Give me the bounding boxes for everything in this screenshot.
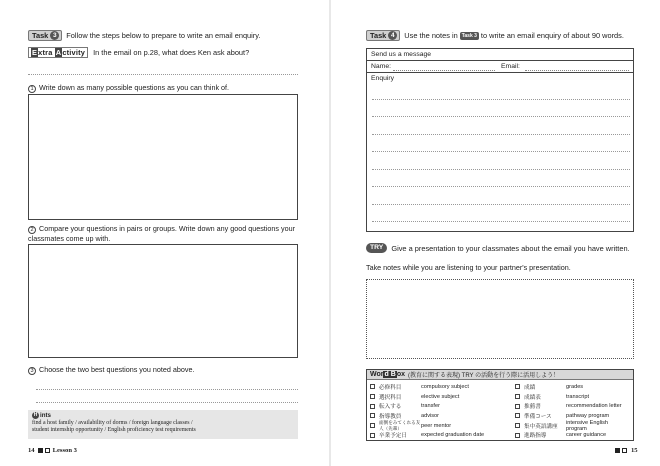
enquiry-line[interactable] bbox=[372, 134, 630, 135]
list-item: 選択科目 elective subject 成績表 transcript bbox=[370, 392, 630, 402]
step2-number: 2 bbox=[28, 226, 36, 234]
checkbox[interactable] bbox=[515, 413, 520, 418]
form-name-row bbox=[367, 61, 633, 73]
left-footer bbox=[28, 447, 77, 454]
step3-text: 3 Choose the two best questions you noted above. bbox=[28, 365, 194, 375]
step2-writing-box[interactable] bbox=[28, 244, 298, 358]
email-form bbox=[366, 48, 634, 232]
checkbox[interactable] bbox=[370, 413, 375, 418]
enquiry-line[interactable] bbox=[372, 151, 630, 152]
footer-square-icon bbox=[38, 448, 43, 453]
form-header: Send us a message bbox=[367, 49, 633, 61]
try-badge: TRY bbox=[366, 243, 387, 253]
checkbox[interactable] bbox=[515, 384, 520, 389]
task3-reference-badge: Task 3 bbox=[461, 32, 477, 39]
list-item: 卒業予定日 expected graduation date 進路指導 career guidance bbox=[370, 430, 630, 440]
list-item: 面倒をみてくれる友人（先輩） peer mentor 集中英語講座 intensive English program bbox=[370, 421, 630, 431]
enquiry-line[interactable] bbox=[372, 116, 630, 117]
enquiry-line[interactable] bbox=[372, 169, 630, 170]
enquiry-line[interactable] bbox=[372, 99, 630, 100]
checkbox[interactable] bbox=[370, 423, 375, 428]
task3-heading bbox=[28, 30, 260, 41]
list-item: 指導教員 advisor 準備コース pathway program bbox=[370, 411, 630, 421]
name-label: Name: bbox=[371, 63, 392, 70]
checkbox[interactable] bbox=[515, 404, 520, 409]
list-item: 必修科目 compulsory subject 成績 grades bbox=[370, 382, 630, 392]
extra-answer-line[interactable] bbox=[28, 74, 298, 75]
step2-text: 2 Compare your questions in pairs or groups. Write down any good questions your classmates come up with. bbox=[28, 224, 295, 243]
notes-instruction: Take notes while you are listening to your partner's presentation. bbox=[366, 263, 571, 272]
word-box-header bbox=[367, 370, 633, 380]
step1-number: 1 bbox=[28, 85, 36, 93]
extra-activity-badge: Extra Activity bbox=[28, 47, 88, 58]
right-footer bbox=[614, 447, 638, 454]
task3-number: 3 bbox=[50, 31, 59, 40]
hints-title: H ints bbox=[33, 412, 52, 419]
task4-heading: Task 4 Use the notes in Task 3 to write an email enquiry of about 90 words. bbox=[366, 30, 624, 41]
right-page bbox=[330, 0, 660, 466]
email-field[interactable] bbox=[525, 70, 629, 71]
checkbox[interactable] bbox=[370, 404, 375, 409]
enquiry-line[interactable] bbox=[372, 204, 630, 205]
task3-badge: Task 3 bbox=[28, 30, 62, 41]
hints-icon: H bbox=[33, 412, 38, 418]
hints-body: find a host family / availability of dorms / foreign language classes / student internship opportunity / English proficiency test requirements bbox=[32, 420, 196, 434]
name-field[interactable] bbox=[393, 70, 495, 71]
task4-number: 4 bbox=[388, 31, 397, 40]
step1-text: 1 Write down as many possible questions as you can think of. bbox=[28, 83, 229, 93]
step3-answer-line-1[interactable] bbox=[36, 389, 298, 390]
word-box bbox=[366, 369, 634, 441]
step3-number: 3 bbox=[28, 367, 36, 375]
notes-box[interactable] bbox=[366, 279, 634, 359]
word-box-note: (教育に関する表現) TRY の活動を行う際に活用しよう！ bbox=[408, 373, 560, 379]
task4-badge: Task 4 bbox=[366, 30, 400, 41]
try-heading bbox=[366, 243, 630, 253]
checkbox[interactable] bbox=[515, 394, 520, 399]
extra-activity-row bbox=[28, 47, 249, 58]
footer-square-outline-icon bbox=[45, 448, 50, 453]
enquiry-line[interactable] bbox=[372, 221, 630, 222]
step1-writing-box[interactable] bbox=[28, 94, 298, 220]
extra-activity-question: In the email on p.28, what does Ken ask about? bbox=[93, 48, 250, 57]
enquiry-label: Enquiry bbox=[371, 75, 395, 82]
step3-answer-line-2[interactable] bbox=[36, 402, 298, 403]
checkbox[interactable] bbox=[515, 423, 520, 428]
task3-instruction: Follow the steps below to prepare to write an email enquiry. bbox=[66, 31, 261, 40]
footer-square-outline-icon bbox=[622, 448, 627, 453]
word-list bbox=[370, 382, 630, 440]
checkbox[interactable] bbox=[515, 433, 520, 438]
footer-square-icon bbox=[615, 448, 620, 453]
list-item: 転入する transfer 推薦書 recommendation letter bbox=[370, 401, 630, 411]
left-lesson-label: Lesson 3 bbox=[52, 447, 77, 454]
left-page-number: 14 bbox=[28, 447, 35, 454]
right-page-number: 15 bbox=[631, 447, 638, 454]
email-label: Email: bbox=[501, 63, 520, 70]
hints-box bbox=[28, 410, 298, 439]
word-box-title: Word Box bbox=[370, 371, 405, 378]
checkbox[interactable] bbox=[370, 394, 375, 399]
try-text: Give a presentation to your classmates about the email you have written. bbox=[391, 243, 630, 253]
enquiry-line[interactable] bbox=[372, 186, 630, 187]
checkbox[interactable] bbox=[370, 433, 375, 438]
checkbox[interactable] bbox=[370, 384, 375, 389]
